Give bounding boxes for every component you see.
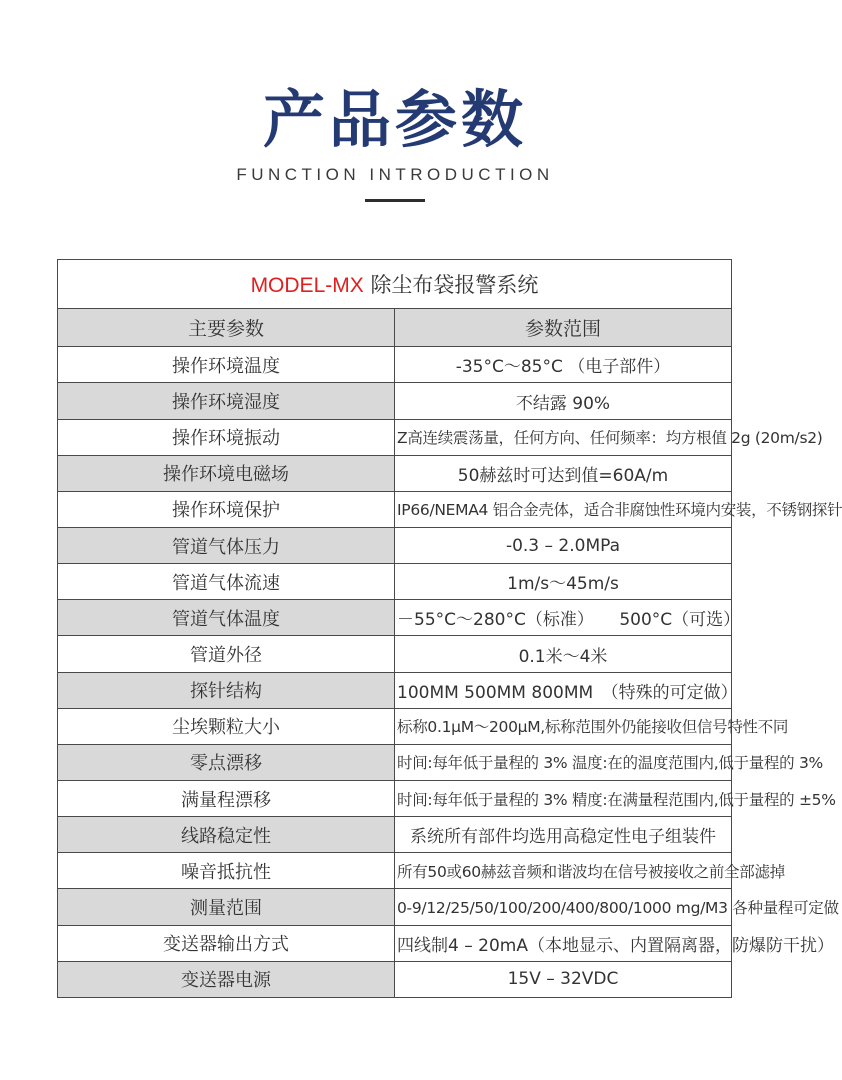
- table-row: [58, 564, 732, 600]
- table-row: [58, 817, 732, 853]
- param-value: 0-9/12/25/50/100/200/400/800/1000 mg/M3 各种量程可定做: [395, 889, 732, 925]
- param-name: 管道气体压力: [58, 528, 395, 564]
- table-row: [58, 600, 732, 636]
- param-value: 标称0.1μM～200μM,标称范围外仍能接收但信号特性不同: [395, 708, 732, 744]
- param-value: 0.1米～4米: [395, 636, 732, 672]
- param-value: Z高连续震荡量，任何方向、任何频率：均方根值 2g (20m/s2): [395, 419, 732, 455]
- param-name: 管道气体温度: [58, 600, 395, 636]
- param-value: -35°C～85°C （电子部件）: [395, 347, 732, 383]
- param-name: 管道外径: [58, 636, 395, 672]
- table-row: [58, 781, 732, 817]
- table-row: [58, 961, 732, 997]
- column-header-range: 参数范围: [395, 309, 732, 347]
- param-name: 零点漂移: [58, 744, 395, 780]
- model-name: MODEL-MX: [250, 274, 364, 298]
- param-value: -0.3 – 2.0MPa: [395, 528, 732, 564]
- param-value: 所有50或60赫兹音频和谐波均在信号被接收之前全部滤掉: [395, 853, 732, 889]
- param-value: 系统所有部件均选用高稳定性电子组装件: [395, 817, 732, 853]
- param-name: 操作环境湿度: [58, 383, 395, 419]
- param-value: －55°C～280°C（标准） 500°C（可选）: [395, 600, 732, 636]
- column-header-param: 主要参数: [58, 309, 395, 347]
- table-row: [58, 491, 732, 527]
- param-value: 100MM 500MM 800MM （特殊的可定做）: [395, 672, 732, 708]
- table-row: [58, 455, 732, 491]
- table-row: [58, 925, 732, 961]
- param-value: 1m/s～45m/s: [395, 564, 732, 600]
- table-row: [58, 708, 732, 744]
- param-value: IP66/NEMA4 铝合金壳体，适合非腐蚀性环境内安装，不锈钢探针: [395, 491, 732, 527]
- table-header-row: [58, 309, 732, 347]
- param-name: 操作环境温度: [58, 347, 395, 383]
- param-name: 探针结构: [58, 672, 395, 708]
- table-row: [58, 853, 732, 889]
- param-value: 不结露 90%: [395, 383, 732, 419]
- table-row: [58, 347, 732, 383]
- param-name: 测量范围: [58, 889, 395, 925]
- table-row: [58, 528, 732, 564]
- param-name: 变送器输出方式: [58, 925, 395, 961]
- param-name: 尘埃颗粒大小: [58, 708, 395, 744]
- spec-table: [57, 259, 842, 998]
- model-row: [58, 260, 732, 309]
- table-row: [58, 672, 732, 708]
- table-row: [58, 383, 732, 419]
- param-value: 50赫兹时可达到值=60A/m: [395, 455, 732, 491]
- page-title: 产品参数: [262, 83, 527, 156]
- table-row: [58, 419, 732, 455]
- title-divider: [365, 199, 425, 202]
- page-subtitle: FUNCTION INTRODUCTION: [236, 165, 554, 184]
- param-name: 操作环境电磁场: [58, 455, 395, 491]
- param-name: 线路稳定性: [58, 817, 395, 853]
- param-value: 时间:每年低于量程的 3% 精度:在满量程范围内,低于量程的 ±5%: [395, 781, 732, 817]
- table-row: [58, 744, 732, 780]
- param-name: 噪音抵抗性: [58, 853, 395, 889]
- param-value: 时间:每年低于量程的 3% 温度:在的温度范围内,低于量程的 3%: [395, 744, 732, 780]
- param-value: 四线制4 – 20mA（本地显示、内置隔离器，防爆防干扰）: [395, 925, 732, 961]
- param-name: 操作环境振动: [58, 419, 395, 455]
- param-name: 满量程漂移: [58, 781, 395, 817]
- table-row: [58, 636, 732, 672]
- param-name: 变送器电源: [58, 961, 395, 997]
- param-value: 15V – 32VDC: [395, 961, 732, 997]
- model-cell: [58, 260, 732, 309]
- param-name: 操作环境保护: [58, 491, 395, 527]
- table-row: [58, 889, 732, 925]
- model-description: 除尘布袋报警系统: [370, 273, 539, 298]
- param-name: 管道气体流速: [58, 564, 395, 600]
